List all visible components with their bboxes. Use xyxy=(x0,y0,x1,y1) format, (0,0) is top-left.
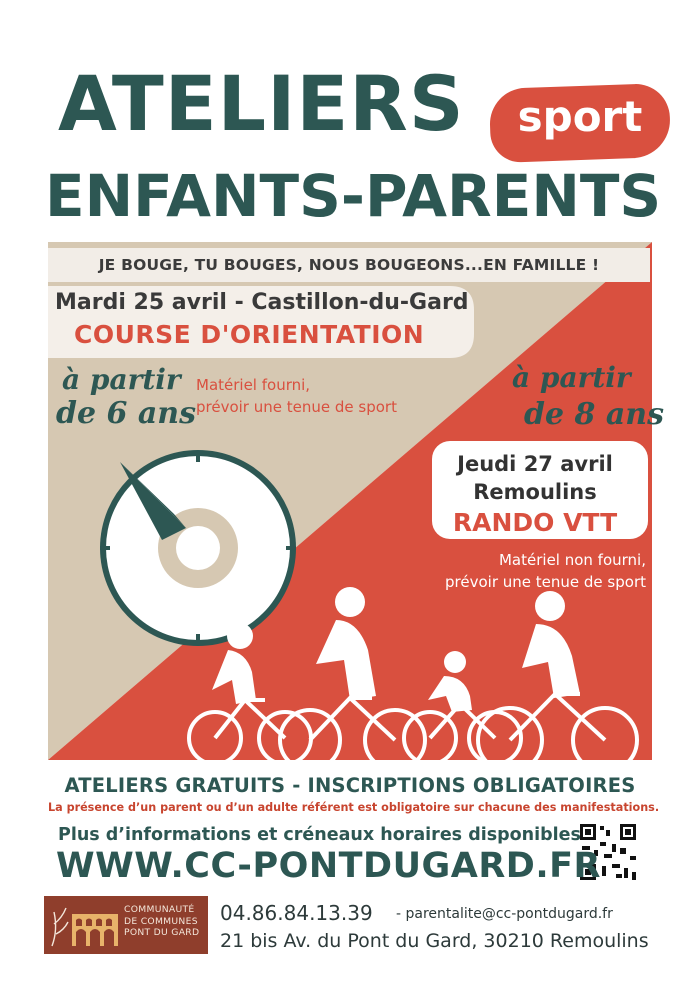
event1-note-line2: prévoir une tenue de sport xyxy=(196,398,397,416)
phone-number[interactable]: 04.86.84.13.39 xyxy=(220,901,373,925)
event1-note xyxy=(196,374,397,418)
website-link[interactable]: WWW.CC-PONTDUGARD.FR xyxy=(56,846,601,886)
event1-activity: COURSE D'ORIENTATION xyxy=(74,320,425,349)
sport-badge-text: sport xyxy=(517,92,643,141)
logo-line1: COMMUNAUTÉ xyxy=(124,904,195,915)
event2-place: Remoulins xyxy=(473,480,597,504)
tagline-banner xyxy=(48,248,650,282)
event2-age-line1: à partir xyxy=(512,361,631,394)
logo-line3: PONT DU GARD xyxy=(124,927,200,938)
event1-note-line1: Matériel fourni, xyxy=(196,376,311,394)
title-ateliers: ATELIERS xyxy=(58,59,465,148)
community-logo xyxy=(44,896,208,954)
postal-address: 21 bis Av. du Pont du Gard, 30210 Remoulins xyxy=(220,930,649,952)
event1-date-place: Mardi 25 avril - Castillon-du-Gard xyxy=(55,290,469,315)
email-address[interactable]: - parentalite@cc-pontdugard.fr xyxy=(396,906,613,922)
event1-age-line2: de 6 ans xyxy=(56,396,196,431)
event2-note xyxy=(396,549,646,593)
tagline-text: JE BOUGE, TU BOUGES, NOUS BOUGEONS...EN FAMILLE ! xyxy=(98,256,600,274)
parent-presence-notice: La présence d’un parent ou d’un adulte référent est obligatoire sur chacune des manifestations. xyxy=(48,801,660,814)
event1-age-line1: à partir xyxy=(62,363,181,396)
event2-age-line2: de 8 ans xyxy=(524,397,664,432)
event2-note-line1: Matériel non fourni, xyxy=(498,551,646,569)
event2-date: Jeudi 27 avril xyxy=(457,452,613,476)
logo-line2: DE COMMUNES xyxy=(124,915,198,927)
title-enfants-parents: ENFANTS-PARENTS xyxy=(45,162,662,230)
aqueduct-logo-icon xyxy=(48,900,122,950)
event2-activity: RANDO VTT xyxy=(452,508,618,537)
free-workshops-heading: ATELIERS GRATUITS - INSCRIPTIONS OBLIGATOIRES xyxy=(64,774,636,797)
event2-note-line2: prévoir une tenue de sport xyxy=(445,573,646,591)
more-info-text: Plus d’informations et créneaux horaires disponibles xyxy=(58,825,581,845)
logo-text xyxy=(124,904,206,939)
